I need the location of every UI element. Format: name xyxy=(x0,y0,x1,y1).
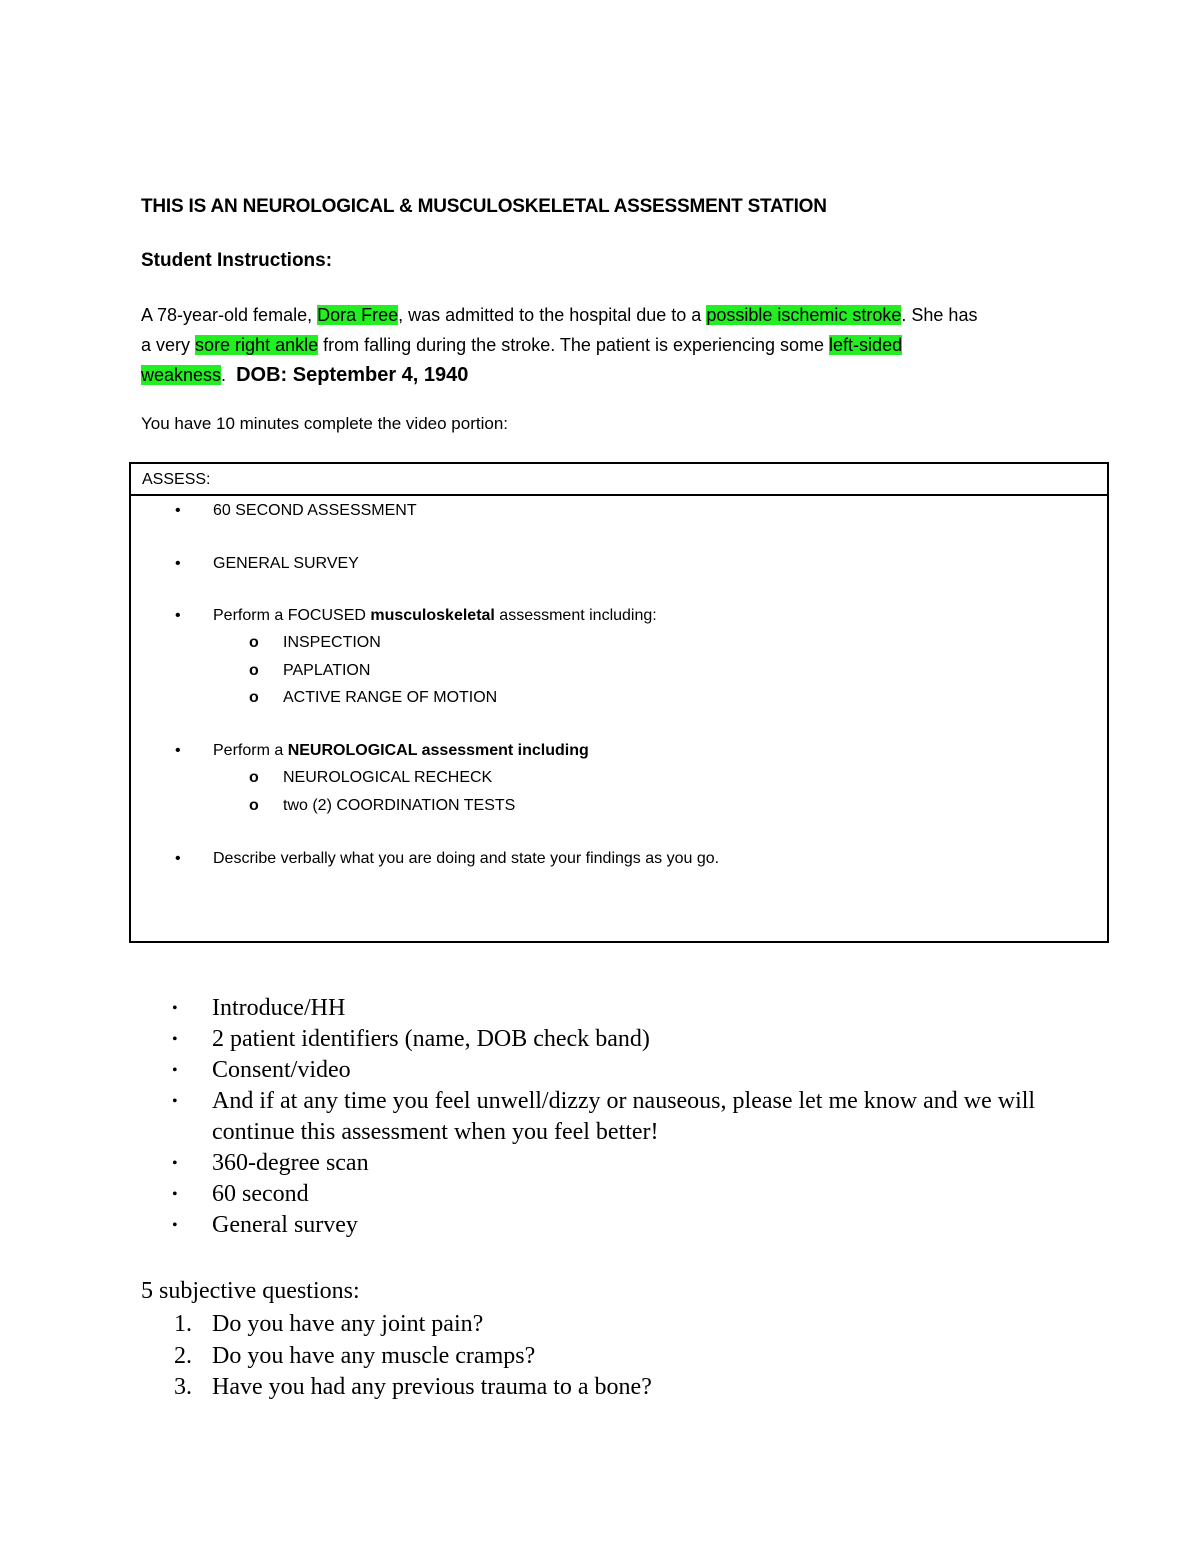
subjective-questions xyxy=(172,1309,652,1404)
scenario-text: A 78-year-old female, xyxy=(141,305,318,325)
questions-title: 5 subjective questions: xyxy=(141,1278,360,1304)
procedure-checklist xyxy=(172,993,1052,1241)
bullet-icon: • xyxy=(172,1186,178,1203)
bullet-icon: • xyxy=(172,1062,178,1079)
scenario-line-2 xyxy=(141,330,1061,360)
page-title: THIS IS AN NEUROLOGICAL & MUSCULOSKELETAL ASSESSMENT STATION xyxy=(141,196,827,217)
checklist-item xyxy=(172,1179,1052,1210)
assess-text-bold: NEUROLOGICAL assessment including xyxy=(287,742,589,759)
sub-item-text: PAPLATION xyxy=(283,661,371,679)
checklist-item-text: 60 second xyxy=(212,1181,309,1207)
sub-marker-icon: o xyxy=(249,796,259,814)
highlight-condition: possible ischemic stroke xyxy=(706,305,902,325)
checklist-item-text: 2 patient identifiers (name, DOB check band) xyxy=(212,1026,650,1052)
checklist-item xyxy=(172,1086,1052,1148)
time-note: You have 10 minutes complete the video portion: xyxy=(141,414,509,433)
question-text: Do you have any joint pain? xyxy=(212,1311,484,1337)
checklist-item-text: Consent/video xyxy=(212,1057,351,1083)
assess-item-text: GENERAL SURVEY xyxy=(213,555,359,572)
bullet-icon: • xyxy=(175,607,181,624)
assess-item-text xyxy=(213,607,657,625)
assess-table xyxy=(129,462,1109,943)
sub-marker-icon: o xyxy=(249,769,259,786)
assess-text-part: Perform a FOCUSED xyxy=(213,607,371,624)
bullet-icon: • xyxy=(175,850,181,867)
checklist-item-text: General survey xyxy=(212,1212,358,1238)
assess-text-part: assessment including: xyxy=(494,607,657,624)
assess-text-part: Perform a xyxy=(213,742,288,759)
assess-item-text: 60 SECOND ASSESSMENT xyxy=(213,502,417,519)
bullet-icon: • xyxy=(175,555,181,572)
checklist-item xyxy=(172,1024,1052,1055)
checklist-item-text: Introduce/HH xyxy=(212,995,346,1021)
scenario-text: . She has xyxy=(901,305,978,325)
checklist-item xyxy=(172,1055,1052,1086)
scenario-paragraph xyxy=(141,300,1061,390)
highlight-injury: sore right ankle xyxy=(195,335,319,355)
bullet-icon: • xyxy=(172,1000,178,1017)
highlight-patient-name: Dora Free xyxy=(317,305,399,325)
question-item xyxy=(172,1309,652,1341)
scenario-text: a very xyxy=(141,335,196,355)
sub-item-text: ACTIVE RANGE OF MOTION xyxy=(283,689,498,706)
student-instructions-heading: Student Instructions: xyxy=(141,250,333,271)
question-text: Do you have any muscle cramps? xyxy=(212,1342,536,1369)
checklist-item xyxy=(172,1148,1052,1179)
assess-text-bold: musculoskeletal xyxy=(370,607,495,624)
question-item xyxy=(172,1341,652,1373)
bullet-icon: • xyxy=(172,1155,178,1172)
scenario-line-3 xyxy=(141,360,1061,390)
bullet-icon: • xyxy=(172,1093,178,1110)
dob-label: DOB: September 4, 1940 xyxy=(236,364,469,386)
bullet-icon: • xyxy=(172,1217,178,1234)
scenario-line-1 xyxy=(141,300,1061,330)
checklist-item xyxy=(172,1210,1052,1241)
scenario-text: . xyxy=(221,365,227,385)
assess-item-text: Describe verbally what you are doing and state your findings as you go. xyxy=(213,850,720,867)
sub-marker-icon: o xyxy=(249,634,259,651)
assess-header: ASSESS: xyxy=(131,464,1107,496)
sub-item-text: NEUROLOGICAL RECHECK xyxy=(283,769,493,786)
bullet-icon: • xyxy=(175,742,181,759)
question-number: 2. xyxy=(174,1342,192,1369)
bullet-icon: • xyxy=(175,502,181,519)
question-item xyxy=(172,1372,652,1404)
sub-marker-icon: o xyxy=(249,661,259,679)
sub-item-text: INSPECTION xyxy=(283,634,381,651)
scenario-text: , was admitted to the hospital due to a xyxy=(398,305,707,325)
sub-marker-icon: o xyxy=(249,689,259,706)
checklist-item-text: 360-degree scan xyxy=(212,1150,369,1176)
bullet-icon: • xyxy=(172,1031,178,1048)
sub-item-text: two (2) COORDINATION TESTS xyxy=(283,796,516,814)
question-text: Have you had any previous trauma to a bone? xyxy=(212,1374,652,1400)
question-number: 3. xyxy=(174,1374,192,1400)
checklist-item xyxy=(172,993,1052,1024)
question-number: 1. xyxy=(174,1311,192,1337)
highlight-weakness-cont: weakness xyxy=(141,365,222,385)
scenario-text: from falling during the stroke. The patient is experiencing some xyxy=(318,335,830,355)
assess-item-text xyxy=(213,742,589,760)
checklist-item-text: And if at any time you feel unwell/dizzy or nauseous, please let me know and we will continue this assessment when you feel better! xyxy=(212,1088,1036,1145)
highlight-weakness: left-sided xyxy=(829,335,903,355)
